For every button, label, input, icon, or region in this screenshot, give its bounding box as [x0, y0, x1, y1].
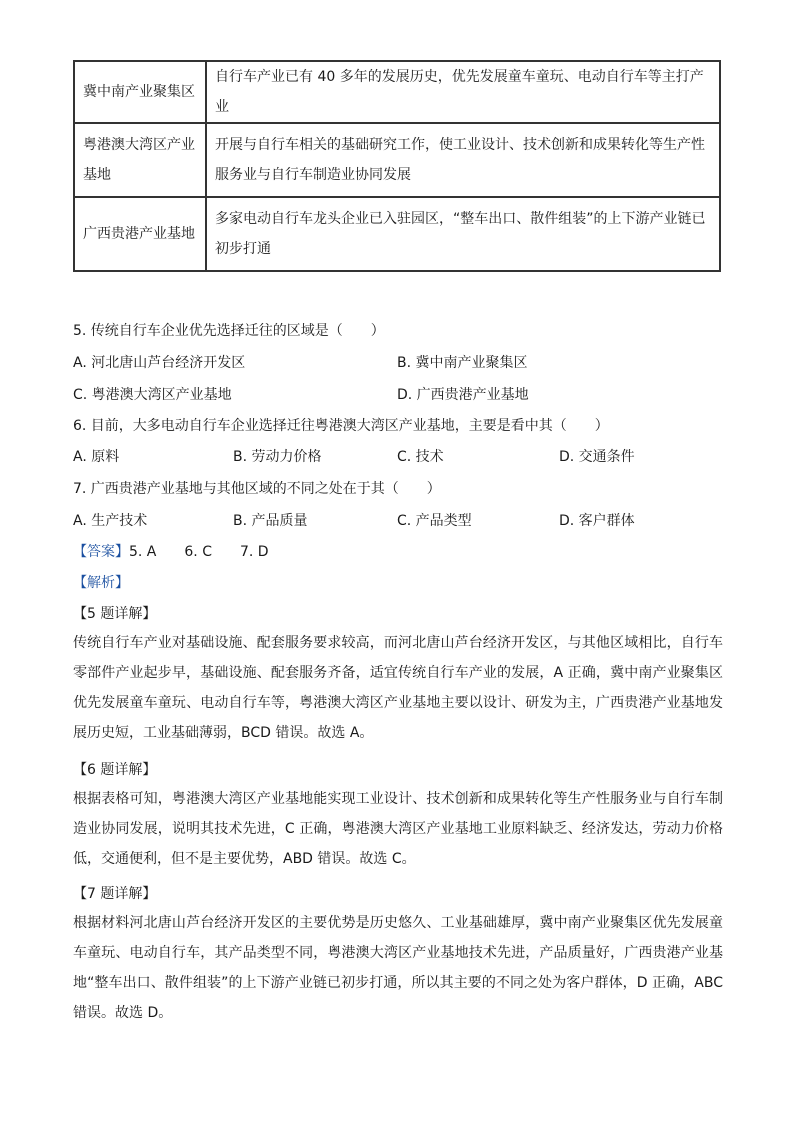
- question-option: A. 生产技术: [73, 513, 148, 529]
- question-option: A. 河北唐山芦台经济开发区: [73, 355, 246, 371]
- detail-heading: 【7 题详解】: [73, 886, 157, 902]
- table-row: [74, 61, 720, 123]
- question-stem: 5. 传统自行车企业优先选择迁往的区域是（ ）: [73, 323, 385, 339]
- detail-paragraph: 传统自行车产业对基础设施、配套服务要求较高，而河北唐山芦台经济开发区，与其他区域相比，自行车零部件产业起步早，基础设施、配套服务齐备，适宜传统自行车产业的发展，A 正确，冀中南产业聚集区优先发展童车童玩、电动自行车等，粤港澳大湾区产业基地主要以设计、研发为主，广西贵港产业基地发展历史短，工业基础薄弱，BCD 错误。故选 A。: [73, 635, 723, 741]
- answer-line: [73, 542, 269, 562]
- question-option: C. 产品类型: [397, 513, 472, 529]
- table-cell-desc: 开展与自行车相关的基础研究工作，使工业设计、技术创新和成果转化等生产性服务业与自行车制造业协同发展: [206, 123, 720, 197]
- analysis-tag: 【解析】: [73, 575, 129, 591]
- question-option: A. 原料: [73, 449, 120, 465]
- question-option: B. 劳动力价格: [233, 449, 322, 465]
- detail-paragraph: 根据表格可知，粤港澳大湾区产业基地能实现工业设计、技术创新和成果转化等生产性服务业与自行车制造业协同发展，说明其技术先进，C 正确，粤港澳大湾区产业基地工业原料缺乏、经济发达，劳动力价格低，交通便利，但不是主要优势，ABD 错误。故选 C。: [73, 791, 723, 867]
- table-cell-region: 冀中南产业聚集区: [74, 61, 206, 123]
- detail-paragraph: 根据材料河北唐山芦台经济开发区的主要优势是历史悠久、工业基础雄厚，冀中南产业聚集区优先发展童车童玩、电动自行车，其产品类型不同，粤港澳大湾区产业基地技术先进，产品质量好，广西贵港产业基地“整车出口、散件组装”的上下游产业链已初步打通，所以其主要的不同之处为客户群体，D 正确，ABC 错误。故选 D。: [73, 915, 723, 1021]
- answer-tag: 【答案】: [73, 544, 129, 560]
- table-row: [74, 197, 720, 271]
- question-option: D. 交通条件: [559, 449, 635, 465]
- detail-heading: 【5 题详解】: [73, 606, 157, 622]
- question-option: B. 冀中南产业聚集区: [397, 355, 528, 371]
- detail-heading: 【6 题详解】: [73, 762, 157, 778]
- question-stem: 7. 广西贵港产业基地与其他区域的不同之处在于其（ ）: [73, 481, 441, 497]
- table-cell-region: 广西贵港产业基地: [74, 197, 206, 271]
- question-stem: 6. 目前，大多电动自行车企业选择迁往粤港澳大湾区产业基地，主要是看中其（ ）: [73, 418, 609, 434]
- question-option: C. 技术: [397, 449, 444, 465]
- table-cell-desc: 自行车产业已有 40 多年的发展历史，优先发展童车童玩、电动自行车等主打产业: [206, 61, 720, 123]
- industry-base-table: [73, 60, 721, 272]
- question-option: D. 广西贵港产业基地: [397, 387, 529, 403]
- question-option: B. 产品质量: [233, 513, 308, 529]
- table-cell-desc: 多家电动自行车龙头企业已入驻园区，“整车出口、散件组装”的上下游产业链已初步打通: [206, 197, 720, 271]
- question-option: C. 粤港澳大湾区产业基地: [73, 387, 232, 403]
- table-cell-region: 粤港澳大湾区产业基地: [74, 123, 206, 197]
- table-row: [74, 123, 720, 197]
- question-option: D. 客户群体: [559, 513, 635, 529]
- answer-text: 5. A 6. C 7. D: [129, 544, 269, 560]
